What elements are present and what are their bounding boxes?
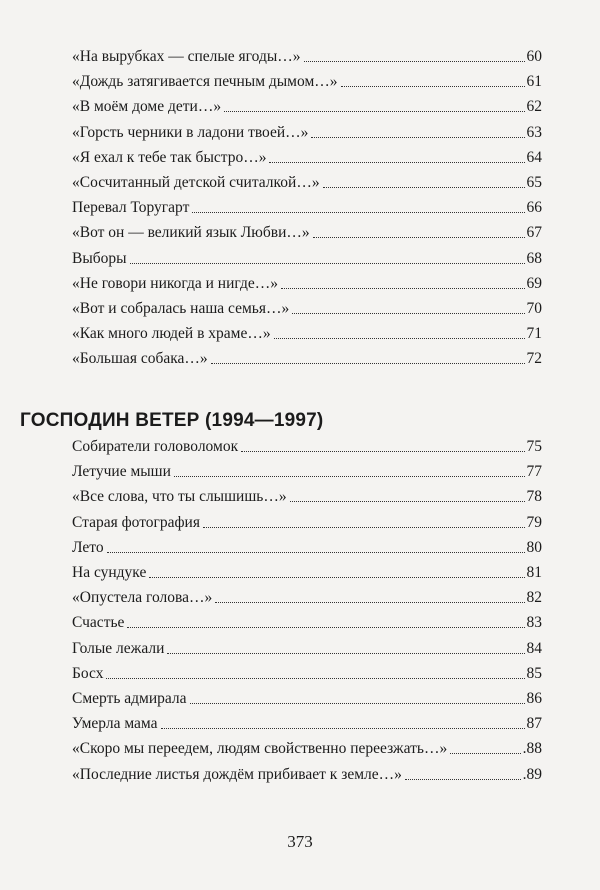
toc-entry-page: 75 bbox=[526, 438, 542, 455]
toc-entry bbox=[72, 193, 542, 217]
toc-entry bbox=[72, 218, 542, 242]
toc-entry-title: «Вот он — великий язык Любви…» bbox=[72, 224, 310, 242]
toc-entry-title: Лето bbox=[72, 538, 104, 556]
toc-entry-title: «Горсть черники в ладони твоей…» bbox=[72, 123, 309, 141]
toc-entry-title: Голые лежали bbox=[72, 639, 165, 657]
toc-entry-title: Выборы bbox=[72, 249, 127, 267]
toc-entry bbox=[72, 92, 542, 116]
toc-entry bbox=[72, 118, 542, 142]
toc-entry bbox=[72, 533, 542, 557]
toc-entry-page: 81 bbox=[526, 564, 542, 581]
toc-entry-page: .89 bbox=[522, 765, 542, 783]
toc-entry bbox=[72, 709, 542, 733]
dot-leader bbox=[341, 85, 525, 87]
toc-entry-page: 61 bbox=[526, 73, 542, 91]
dot-leader bbox=[292, 312, 524, 314]
toc-entry-title: Смерть адмирала bbox=[72, 690, 187, 707]
toc-entry-title: «Не говори никогда и нигде…» bbox=[72, 274, 278, 292]
toc-entry bbox=[72, 244, 542, 268]
toc-entry bbox=[72, 67, 542, 91]
toc-entry bbox=[72, 634, 542, 658]
dot-leader bbox=[241, 450, 524, 452]
section-heading: ГОСПОДИН ВЕТЕР (1994—1997) bbox=[20, 410, 324, 431]
dot-leader bbox=[290, 500, 525, 502]
toc-entry-page: 87 bbox=[526, 715, 542, 733]
dot-leader bbox=[174, 475, 525, 477]
toc-entry-title: Счастье bbox=[72, 614, 125, 632]
toc-entry-page: .88 bbox=[522, 740, 542, 758]
dot-leader bbox=[127, 626, 524, 628]
toc-entry-title: «Все слова, что ты слышишь…» bbox=[72, 488, 287, 506]
toc-entry-page: 66 bbox=[526, 199, 542, 217]
toc-entry-page: 84 bbox=[526, 639, 542, 657]
toc-entry bbox=[72, 432, 542, 456]
toc-entry-page: 72 bbox=[526, 350, 542, 368]
dot-leader bbox=[211, 362, 525, 364]
toc-entry-page: 63 bbox=[526, 123, 542, 141]
toc-entry-page: 62 bbox=[526, 98, 542, 116]
toc-entry-page: 70 bbox=[526, 300, 542, 317]
dot-leader bbox=[203, 526, 525, 528]
toc-entry bbox=[72, 608, 542, 632]
toc-entry-page: 69 bbox=[526, 274, 542, 292]
dot-leader bbox=[311, 136, 524, 138]
toc-entry-page: 79 bbox=[526, 513, 542, 531]
toc-entry-title: «Дождь затягивается печным дымом…» bbox=[72, 73, 338, 91]
toc-entry bbox=[72, 42, 542, 66]
toc-entry-title: Собиратели головоломок bbox=[72, 438, 239, 455]
dot-leader bbox=[107, 551, 525, 553]
toc-entry-title: Умерла мама bbox=[72, 715, 158, 733]
toc-entry bbox=[72, 659, 542, 683]
dot-leader bbox=[323, 186, 525, 188]
toc-entry-title: «Скоро мы переедем, людям свойственно переезжать…» bbox=[72, 740, 448, 758]
toc-entry bbox=[72, 508, 542, 532]
dot-leader bbox=[281, 287, 525, 289]
toc-entry-page: 67 bbox=[526, 224, 542, 242]
toc-entry-page: 71 bbox=[526, 325, 542, 343]
dot-leader bbox=[106, 677, 524, 679]
dot-leader bbox=[161, 727, 525, 729]
dot-leader bbox=[167, 652, 524, 654]
toc-entry bbox=[72, 168, 542, 192]
toc-entry-page: 64 bbox=[526, 148, 542, 166]
toc-entry-title: «На вырубках — спелые ягоды…» bbox=[72, 48, 301, 65]
toc-entry bbox=[72, 143, 542, 167]
dot-leader bbox=[269, 161, 524, 163]
toc-entry bbox=[72, 734, 542, 758]
toc-entry bbox=[72, 319, 542, 343]
toc-entry bbox=[72, 760, 542, 784]
toc-entry-title: «Я ехал к тебе так быстро…» bbox=[72, 148, 267, 166]
toc-entry-title: «Вот и собралась наша семья…» bbox=[72, 300, 290, 317]
dot-leader bbox=[190, 702, 525, 704]
toc-entry-title: Перевал Торугарт bbox=[72, 199, 190, 217]
toc-entry-title: «Последние листья дождём прибивает к земле…» bbox=[72, 765, 402, 783]
toc-entry-title: «Большая собака…» bbox=[72, 350, 208, 368]
toc-entry-page: 85 bbox=[526, 664, 542, 682]
dot-leader bbox=[149, 576, 524, 578]
toc-entry-page: 83 bbox=[526, 614, 542, 632]
dot-leader bbox=[130, 262, 525, 264]
toc-entry-page: 78 bbox=[526, 488, 542, 506]
dot-leader bbox=[192, 211, 524, 213]
toc-entry-title: Старая фотография bbox=[72, 513, 200, 531]
toc-entry-page: 82 bbox=[526, 589, 542, 607]
toc-entry-title: «Как много людей в храме…» bbox=[72, 325, 271, 343]
toc-entry-title: «Опустела голова…» bbox=[72, 589, 213, 607]
toc-entry bbox=[72, 269, 542, 293]
toc-entry-page: 60 bbox=[526, 48, 542, 65]
toc-entry bbox=[72, 684, 542, 708]
toc-entry-page: 86 bbox=[526, 690, 542, 707]
toc-entry bbox=[72, 344, 542, 368]
toc-entry-title: На сундуке bbox=[72, 564, 147, 581]
toc-entry-title: «В моём доме дети…» bbox=[72, 98, 222, 116]
dot-leader bbox=[450, 752, 520, 754]
toc-entry bbox=[72, 558, 542, 582]
dot-leader bbox=[215, 601, 524, 603]
toc-entry bbox=[72, 457, 542, 481]
dot-leader bbox=[224, 110, 524, 112]
toc-entry-title: «Сосчитанный детской считалкой…» bbox=[72, 174, 320, 191]
toc-entry-page: 68 bbox=[526, 249, 542, 267]
toc-entry-page: 65 bbox=[526, 174, 542, 191]
dot-leader bbox=[405, 778, 521, 780]
toc-entry bbox=[72, 294, 542, 318]
dot-leader bbox=[313, 236, 525, 238]
toc-entry bbox=[72, 482, 542, 506]
toc-entry-page: 77 bbox=[526, 463, 542, 481]
dot-leader bbox=[304, 60, 525, 62]
toc-entry-title: Летучие мыши bbox=[72, 463, 171, 481]
page-number: 373 bbox=[287, 832, 313, 851]
toc-entry bbox=[72, 583, 542, 607]
toc-entry-page: 80 bbox=[526, 538, 542, 556]
dot-leader bbox=[274, 337, 525, 339]
toc-entry-title: Босх bbox=[72, 664, 104, 682]
